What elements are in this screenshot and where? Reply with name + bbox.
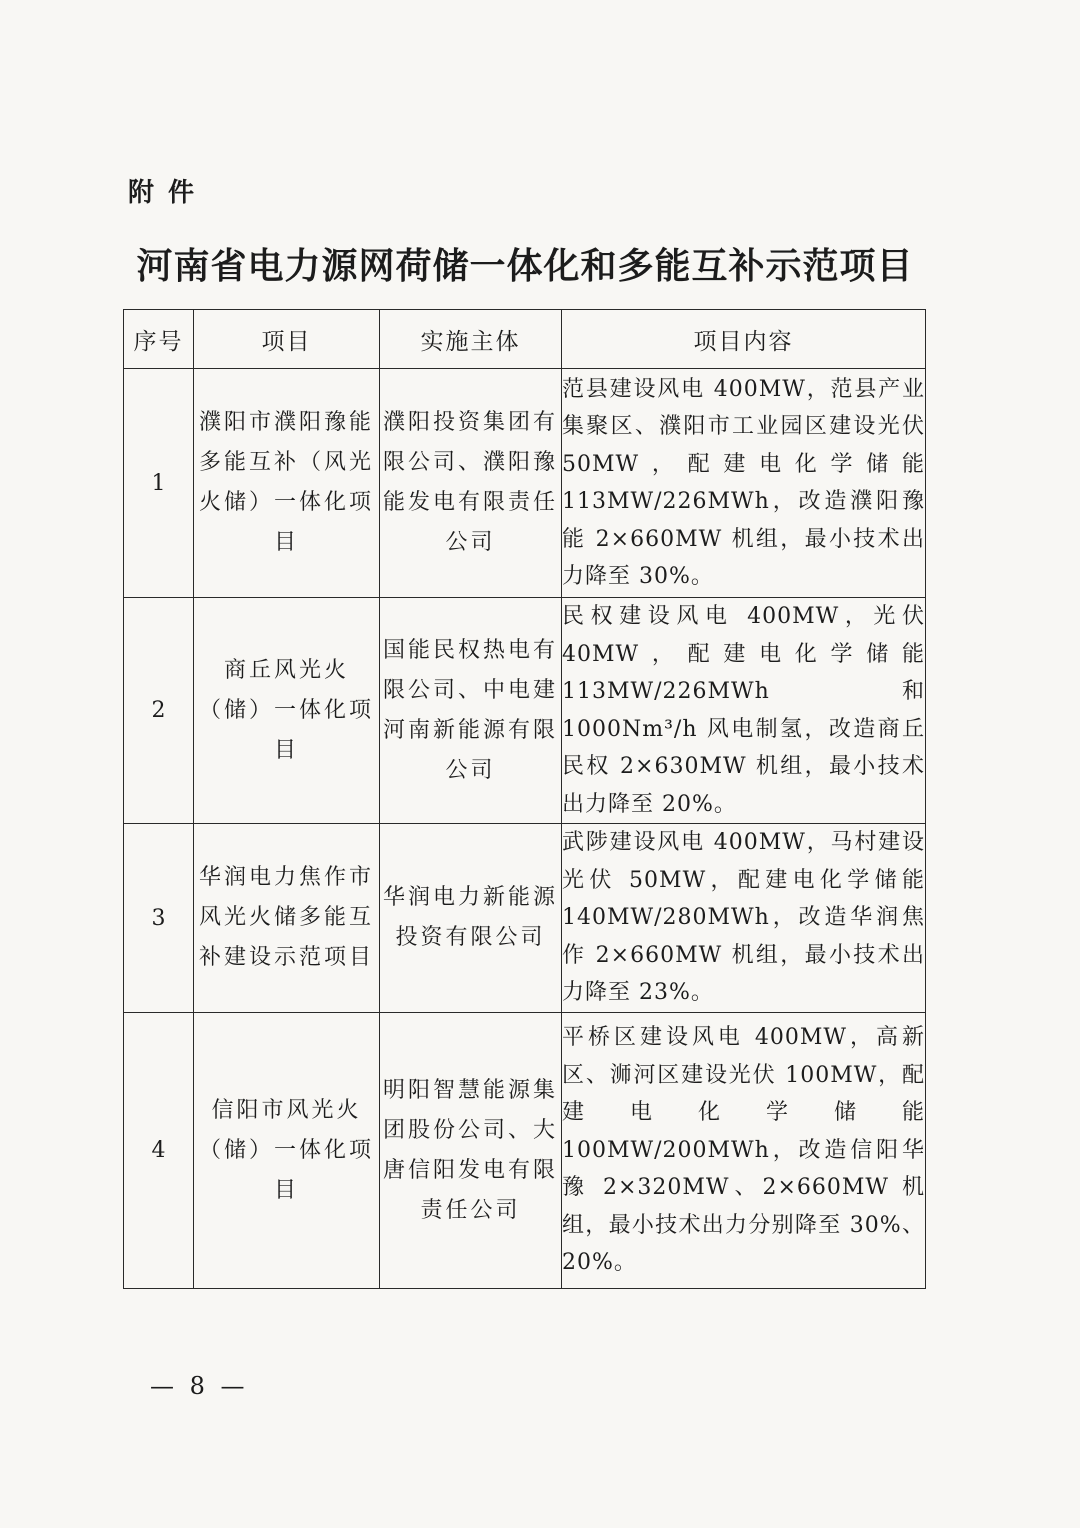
- row-number: 1: [124, 369, 194, 598]
- document-title: 河南省电力源网荷储一体化和多能互补示范项目: [136, 246, 914, 287]
- table-row: [124, 598, 926, 824]
- project-content: 范县建设风电 400MW，范县产业集聚区、濮阳市工业园区建设光伏 50MW，配建电化学储能 113MW/226MWh，改造濮阳豫能 2×660MW 机组，最小技术出力降至 30%。: [562, 369, 926, 598]
- project-content: 平桥区建设风电 400MW，高新区、浉河区建设光伏 100MW，配建电化学储能 100MW/200MWh，改造信阳华豫 2×320MW、2×660MW 机组，最小技术出力分别降至 30%、20%。: [562, 1013, 926, 1289]
- header-project: 项目: [194, 310, 380, 369]
- project-table: [123, 309, 926, 1289]
- attachment-label: 附件: [128, 178, 209, 208]
- implementing-entity: 国能民权热电有限公司、中电建河南新能源有限公司: [380, 598, 562, 824]
- page-number: — 8 —: [150, 1372, 249, 1400]
- header-entity: 实施主体: [380, 310, 562, 369]
- project-name: 商丘风光火（储）一体化项目: [194, 598, 380, 824]
- project-name: 华润电力焦作市风光火储多能互补建设示范项目: [194, 824, 380, 1013]
- table-header-row: [124, 310, 926, 369]
- table-row: [124, 824, 926, 1013]
- project-name: 濮阳市濮阳豫能多能互补（风光火储）一体化项目: [194, 369, 380, 598]
- header-content: 项目内容: [562, 310, 926, 369]
- project-name: 信阳市风光火（储）一体化项目: [194, 1013, 380, 1289]
- table-row: [124, 1013, 926, 1289]
- implementing-entity: 华润电力新能源投资有限公司: [380, 824, 562, 1013]
- row-number: 2: [124, 598, 194, 824]
- header-no: 序号: [124, 310, 194, 369]
- project-content: 武陟建设风电 400MW，马村建设光伏 50MW，配建电化学储能 140MW/280MWh，改造华润焦作 2×660MW 机组，最小技术出力降至 23%。: [562, 824, 926, 1013]
- implementing-entity: 濮阳投资集团有限公司、濮阳豫能发电有限责任公司: [380, 369, 562, 598]
- table-row: [124, 369, 926, 598]
- implementing-entity: 明阳智慧能源集团股份公司、大唐信阳发电有限责任公司: [380, 1013, 562, 1289]
- project-content: 民权建设风电 400MW，光伏 40MW，配建电化学储能 113MW/226MWh 和 1000Nm³/h 风电制氢，改造商丘民权 2×630MW 机组，最小技术出力降至 20%。: [562, 598, 926, 824]
- row-number: 4: [124, 1013, 194, 1289]
- row-number: 3: [124, 824, 194, 1013]
